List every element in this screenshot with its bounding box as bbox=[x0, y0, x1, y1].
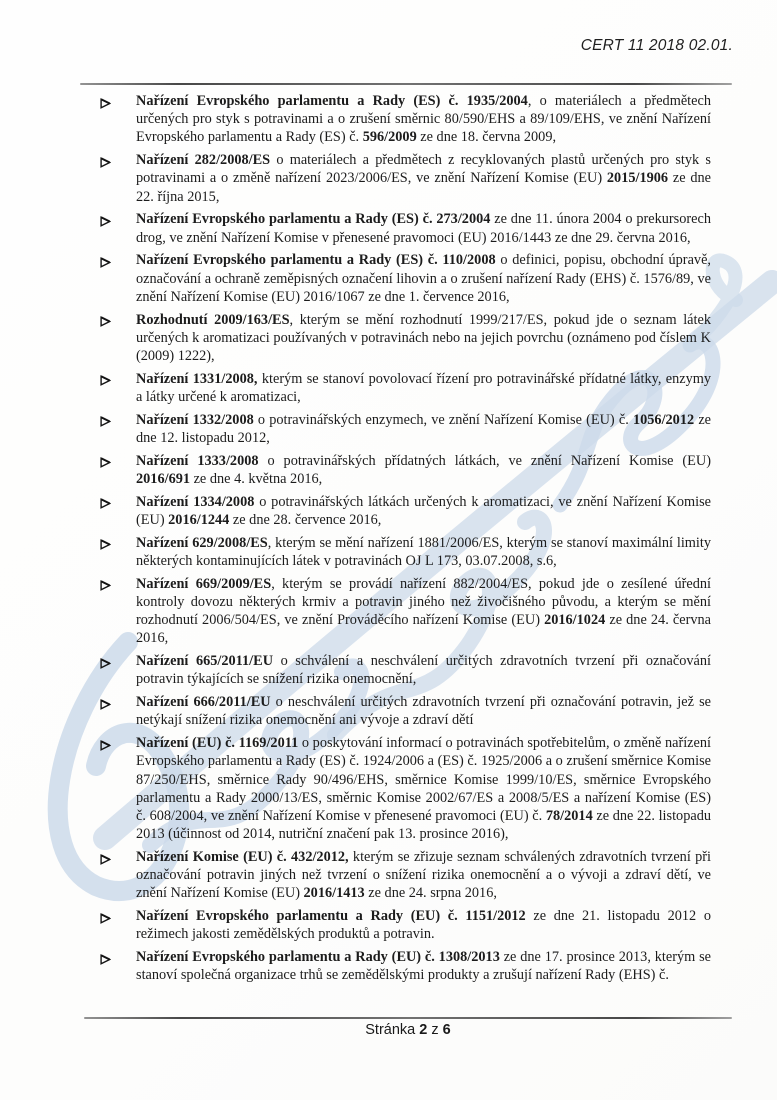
list-item bbox=[98, 92, 711, 147]
arrow-bullet-icon bbox=[98, 452, 136, 488]
list-item bbox=[98, 370, 711, 406]
arrow-bullet-icon bbox=[98, 948, 136, 984]
arrow-bullet-icon bbox=[98, 411, 136, 447]
list-item bbox=[98, 151, 711, 206]
list-item bbox=[98, 693, 711, 729]
item-text: Nařízení 1331/2008, kterým se stanoví povolovací řízení pro potravinářské přídatné látky, enzymy a látky určené k aromatizaci, bbox=[136, 370, 712, 406]
arrow-bullet-icon bbox=[98, 575, 136, 648]
item-text: Nařízení 669/2009/ES, kterým se provádí nařízení 882/2004/ES, pokud jde o zesílené úřední kontroly dovozu některých krmiv a potravin jiného než živočišného původu, a kterým se mění rozhodnutí 2006/504/ES, ve znění Prováděcího nařízení Komise (EU) 2016/1024 ze dne 24. června 2016, bbox=[136, 575, 711, 647]
item-text: Nařízení Evropského parlamentu a Rady (ES) č. 273/2004 ze dne 11. února 2004 o prekursorech drog, ve znění Nařízení Komise v přenesené pravomoci (EU) 2016/1443 ze dne 29. června 2016, bbox=[136, 211, 711, 246]
item-text: Nařízení Evropského parlamentu a Rady (EU) č. 1308/2013 ze dne 17. prosince 2013, kterým se stanoví společná organizace trhů se zemědělskými produkty a zrušují nařízení Rady (EHS) č. bbox=[136, 949, 711, 984]
list-item bbox=[98, 534, 711, 570]
footer-divider bbox=[84, 1017, 732, 1019]
list-item bbox=[98, 493, 711, 529]
item-text: Nařízení (EU) č. 1169/2011 o poskytování informací o potravinách spotřebitelům, o změně nařízení Evropského parlamentu a Rady (ES) č. 1924/2006 a (ES) č. 1925/2006 a o zrušení směrnice Komise 87/250/EHS, směrnice Rady 90/496/EHS, směrnice Komise 1999/10/ES, směrnice Evropského parlamentu a Rady 2000/13/ES, směrnic Komise 2002/67/ES a 2008/5/ES a nařízení Komise (ES) č. 608/2004, ve znění Nařízení Komise v přenesené pravomoci (EU) č. 78/2014 ze dne 22. listopadu 2013 (účinnost od 2014, nutriční značení pak 13. prosince 2016), bbox=[136, 735, 712, 843]
arrow-bullet-icon bbox=[98, 907, 136, 943]
list-item bbox=[98, 734, 711, 843]
list-item bbox=[98, 652, 711, 688]
regulation-list bbox=[98, 92, 711, 989]
document-header: CERT 11 2018 02.01. bbox=[580, 37, 733, 54]
item-text: Nařízení 1334/2008 o potravinářských látkách určených k aromatizaci, ve znění Nařízení Komise (EU) 2016/1244 ze dne 28. července 2016, bbox=[136, 493, 711, 529]
list-item bbox=[98, 907, 711, 943]
list-item bbox=[98, 251, 711, 306]
footer-total-pages: 6 bbox=[442, 1022, 451, 1038]
item-text: Nařízení Evropského parlamentu a Rady (ES) č. 1935/2004, o materiálech a předmětech určených pro styk s potravinami a o zrušení směrnic 80/590/EHS a 89/109/EHS, ve znění Nařízení Evropského parlamentu a Rady (ES) č. 596/2009 ze dne 18. června 2009, bbox=[136, 93, 711, 146]
arrow-bullet-icon bbox=[98, 734, 136, 843]
arrow-bullet-icon bbox=[98, 693, 136, 729]
arrow-bullet-icon bbox=[98, 652, 136, 688]
item-text: Nařízení 1333/2008 o potravinářských přídatných látkách, ve znění Nařízení Komise (EU) 2016/691 ze dne 4. května 2016, bbox=[136, 452, 712, 488]
item-text: Nařízení Evropského parlamentu a Rady (EU) č. 1151/2012 ze dne 21. listopadu 2012 o režimech jakosti zemědělských produktů a potravin. bbox=[136, 908, 711, 943]
item-text: Rozhodnutí 2009/163/ES, kterým se mění rozhodnutí 1999/217/ES, pokud jde o seznam látek určených k aromatizaci používaných v potravinách nebo na jejich povrchu (oznámeno pod číslem K (2009) 1222), bbox=[136, 311, 711, 365]
arrow-bullet-icon bbox=[98, 534, 136, 570]
item-text: Nařízení 629/2008/ES, kterým se mění nařízení 1881/2006/ES, kterým se stanoví maximální limity některých kontaminujících látek v potravinách OJ L 173, 03.07.2008, s.6, bbox=[136, 534, 712, 570]
list-item bbox=[98, 311, 711, 366]
list-item bbox=[98, 948, 711, 984]
footer-separator: z bbox=[427, 1022, 443, 1038]
item-text: Nařízení 666/2011/EU o neschválení určitých zdravotních tvrzení při označování potravin, jež se netýkají snížení rizika onemocnění ani vývoje a zdraví dětí bbox=[136, 694, 711, 729]
footer-current-page: 2 bbox=[419, 1022, 428, 1038]
list-item bbox=[98, 575, 711, 648]
arrow-bullet-icon bbox=[98, 848, 136, 903]
item-text: Nařízení 665/2011/EU o schválení a neschválení určitých zdravotních tvrzení při označování potravin týkajících se snížení rizika onemocnění, bbox=[136, 653, 711, 688]
arrow-bullet-icon bbox=[98, 151, 136, 206]
header-divider bbox=[80, 83, 732, 85]
arrow-bullet-icon bbox=[98, 210, 136, 246]
page-number-footer bbox=[84, 1022, 732, 1038]
item-text: Nařízení Evropského parlamentu a Rady (ES) č. 110/2008 o definici, popisu, obchodní úpravě, označování a ochraně zeměpisných označení lihovin a o zrušení nařízení Rady (EHS) č. 1576/89, ve znění Nařízení Komise (EU) 2016/1067 ze dne 1. července 2016, bbox=[136, 252, 711, 305]
item-text: Nařízení 1332/2008 o potravinářských enzymech, ve znění Nařízení Komise (EU) č. 1056/2012 ze dne 12. listopadu 2012, bbox=[136, 411, 712, 447]
arrow-bullet-icon bbox=[98, 493, 136, 529]
arrow-bullet-icon bbox=[98, 92, 136, 147]
list-item bbox=[98, 411, 711, 447]
arrow-bullet-icon bbox=[98, 370, 136, 406]
arrow-bullet-icon bbox=[98, 311, 136, 366]
list-item bbox=[98, 210, 711, 246]
list-item bbox=[98, 452, 711, 488]
list-item bbox=[98, 848, 711, 903]
item-text: Nařízení 282/2008/ES o materiálech a předmětech z recyklovaných plastů určených pro styk s potravinami a o změně nařízení 2023/2006/ES, ve znění Nařízení Komise (EU) 2015/1906 ze dne 22. října 2015, bbox=[136, 152, 712, 205]
footer-prefix: Stránka bbox=[365, 1022, 420, 1038]
arrow-bullet-icon bbox=[98, 251, 136, 306]
item-text: Nařízení Komise (EU) č. 432/2012, kterým se zřizuje seznam schválených zdravotních tvrzení při označování potravin jiných než tvrzení o snížení rizika onemocnění a o vývoji a zdraví dětí, ve znění Nařízení Komise (EU) 2016/1413 ze dne 24. srpna 2016, bbox=[136, 849, 711, 902]
